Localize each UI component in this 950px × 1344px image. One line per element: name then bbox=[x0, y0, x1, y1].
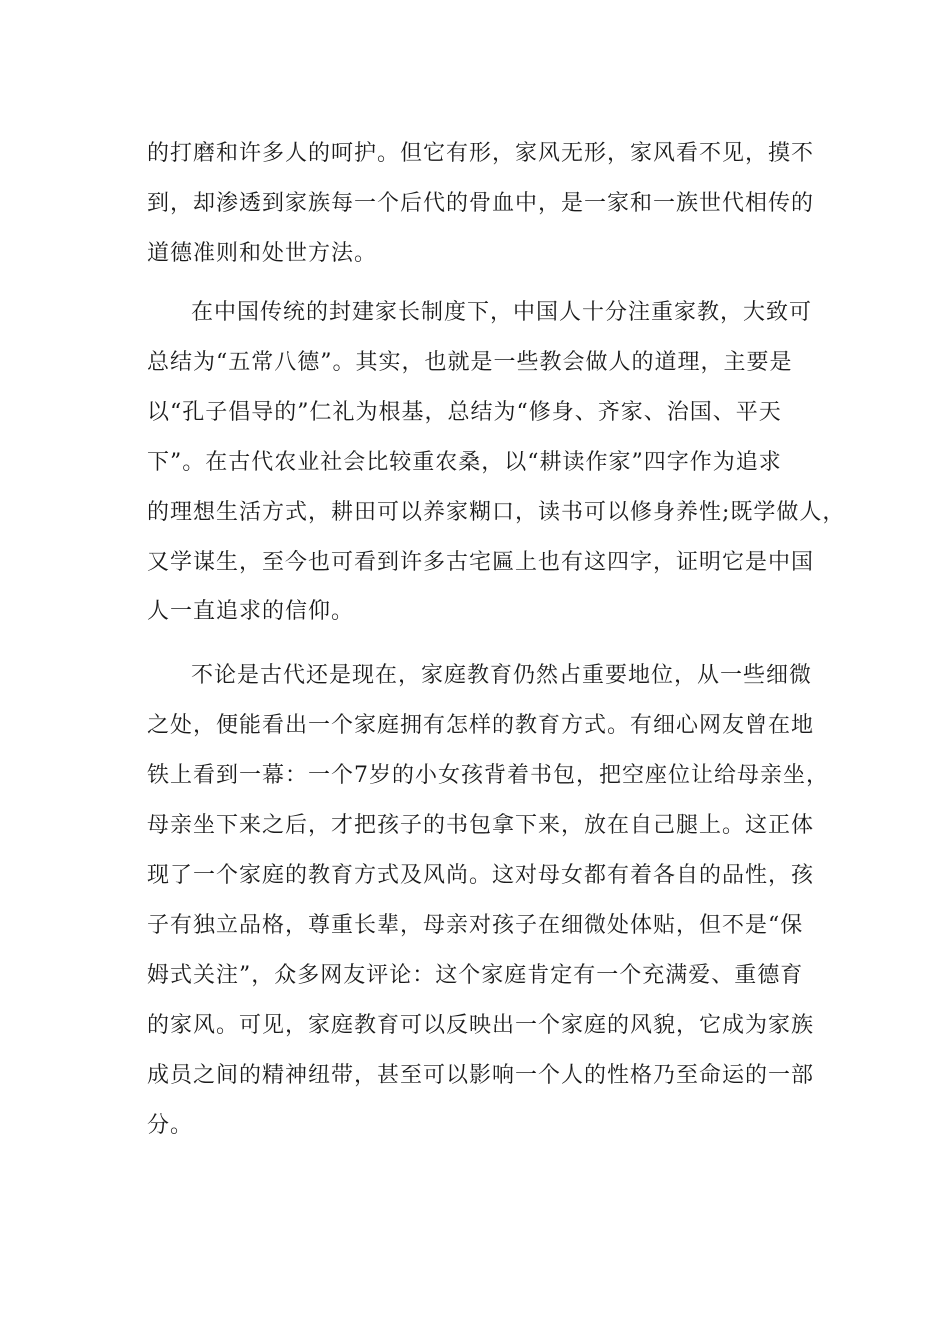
paragraph-1-line-1: 的打磨和许多人的呵护。但它有形，家风无形，家风看不见，摸不 bbox=[147, 141, 815, 166]
paragraph-3-line-5: 现了一个家庭的教育方式及风尚。这对母女都有着各自的品性，孩 bbox=[147, 863, 815, 888]
paragraph-3-line-7: 姆式关注”，众多网友评论：这个家庭肯定有一个充满爱、重德育 bbox=[147, 963, 804, 988]
paragraph-3-line-3: 铁上看到一幕：一个7岁的小女孩背着书包，把空座位让给母亲坐， bbox=[147, 763, 829, 788]
paragraph-2-line-4: 下”。在古代农业社会比较重农桑，以“耕读作家”四字作为追求 bbox=[147, 450, 782, 475]
paragraph-1-line-2: 到，却渗透到家族每一个后代的骨血中，是一家和一族世代相传的 bbox=[147, 191, 815, 216]
paragraph-3-line-4: 母亲坐下来之后，才把孩子的书包拿下来，放在自己腿上。这正体 bbox=[147, 813, 815, 838]
paragraph-1-line-3: 道德准则和处世方法。 bbox=[147, 241, 378, 266]
paragraph-3-line-9: 成员之间的精神纽带，甚至可以影响一个人的性格乃至命运的一部 bbox=[147, 1063, 815, 1088]
paragraph-3-line-8: 的家风。可见，家庭教育可以反映出一个家庭的风貌，它成为家族 bbox=[147, 1013, 815, 1038]
paragraph-2-line-7: 人一直追求的信仰。 bbox=[147, 599, 355, 624]
paragraph-3-line-10: 分。 bbox=[147, 1113, 194, 1138]
paragraph-2-line-5: 的理想生活方式，耕田可以养家糊口，读书可以修身养性;既学做人， bbox=[147, 500, 846, 525]
paragraph-2-line-3: 以“孔子倡导的”仁礼为根基，总结为“修身、齐家、治国、平天 bbox=[147, 400, 782, 425]
paragraph-3-line-2: 之处，便能看出一个家庭拥有怎样的教育方式。有细心网友曾在地 bbox=[147, 713, 815, 738]
paragraph-3-line-1: 不论是古代还是现在，家庭教育仍然占重要地位，从一些细微 bbox=[191, 663, 813, 688]
paragraph-3-line-6: 子有独立品格，尊重长辈，母亲对孩子在细微处体贴，但不是“保 bbox=[147, 913, 804, 938]
paragraph-2-line-6: 又学谋生，至今也可看到许多古宅匾上也有这四字，证明它是中国 bbox=[147, 550, 815, 575]
paragraph-2-line-2: 总结为“五常八德”。其实，也就是一些教会做人的道理，主要是 bbox=[147, 350, 793, 375]
paragraph-2-line-1: 在中国传统的封建家长制度下，中国人十分注重家教，大致可 bbox=[191, 300, 813, 325]
